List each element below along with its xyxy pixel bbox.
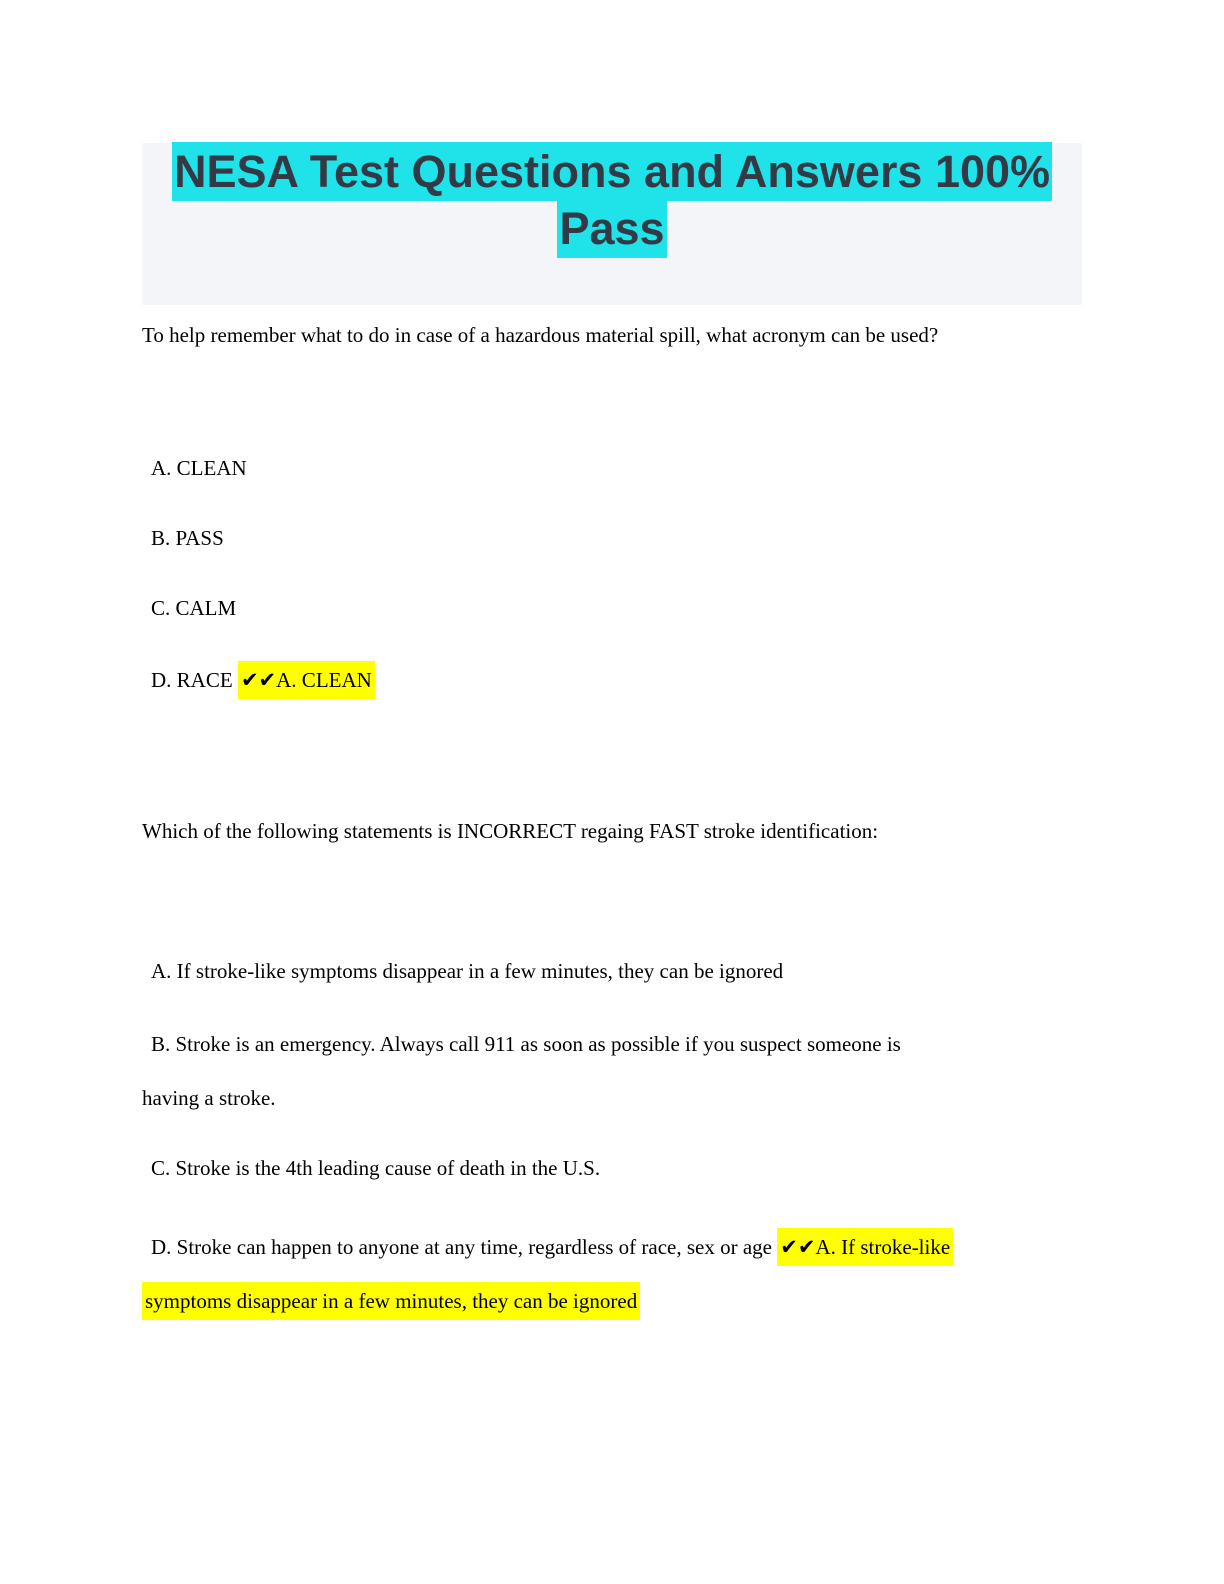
question-2-option-d-text: D. Stroke can happen to anyone at any time, regardless of race, sex or age [151, 1235, 778, 1259]
page-title [142, 143, 1082, 257]
double-check-icon: ✔✔ [240, 668, 277, 692]
question-1-text: To help remember what to do in case of a hazardous material spill, what acronym can be used? [142, 323, 939, 347]
question-2-answer-highlight-line-2: symptoms disappear in a few minutes, they can be ignored [142, 1282, 640, 1320]
question-2-option-d [142, 1220, 1082, 1328]
title-band [142, 143, 1082, 305]
question-2-answer-text-line-1: A. If stroke-like [815, 1235, 951, 1259]
question-1-answer-text: A. CLEAN [276, 668, 372, 692]
question-1-option-b: B. PASS [151, 526, 224, 550]
question-1-option-d-text: D. RACE [151, 668, 238, 692]
question-2-text: Which of the following statements is INCORRECT regaing FAST stroke identification: [142, 819, 879, 843]
page-title-line-1: NESA Test Questions and Answers 100% [172, 142, 1052, 201]
question-1-option-a: A. CLEAN [151, 456, 247, 480]
question-2-option-b [142, 1017, 1082, 1125]
question-2-answer-highlight-line-1 [777, 1228, 953, 1266]
question-1-answer-highlight [238, 661, 375, 699]
question-2-option-b-line-2: having a stroke. [142, 1086, 276, 1110]
question-2-option-a: A. If stroke-like symptoms disappear in a few minutes, they can be ignored [151, 959, 784, 983]
document-page [142, 0, 1082, 1328]
question-1-option-d [142, 653, 1082, 707]
question-2-option-c: C. Stroke is the 4th leading cause of death in the U.S. [151, 1156, 601, 1180]
page-title-line-2: Pass [557, 199, 666, 258]
question-1-option-c: C. CALM [151, 596, 237, 620]
double-check-icon: ✔✔ [780, 1235, 816, 1259]
question-2-option-b-line-1: B. Stroke is an emergency. Always call 911 as soon as possible if you suspect someone is [151, 1032, 901, 1056]
